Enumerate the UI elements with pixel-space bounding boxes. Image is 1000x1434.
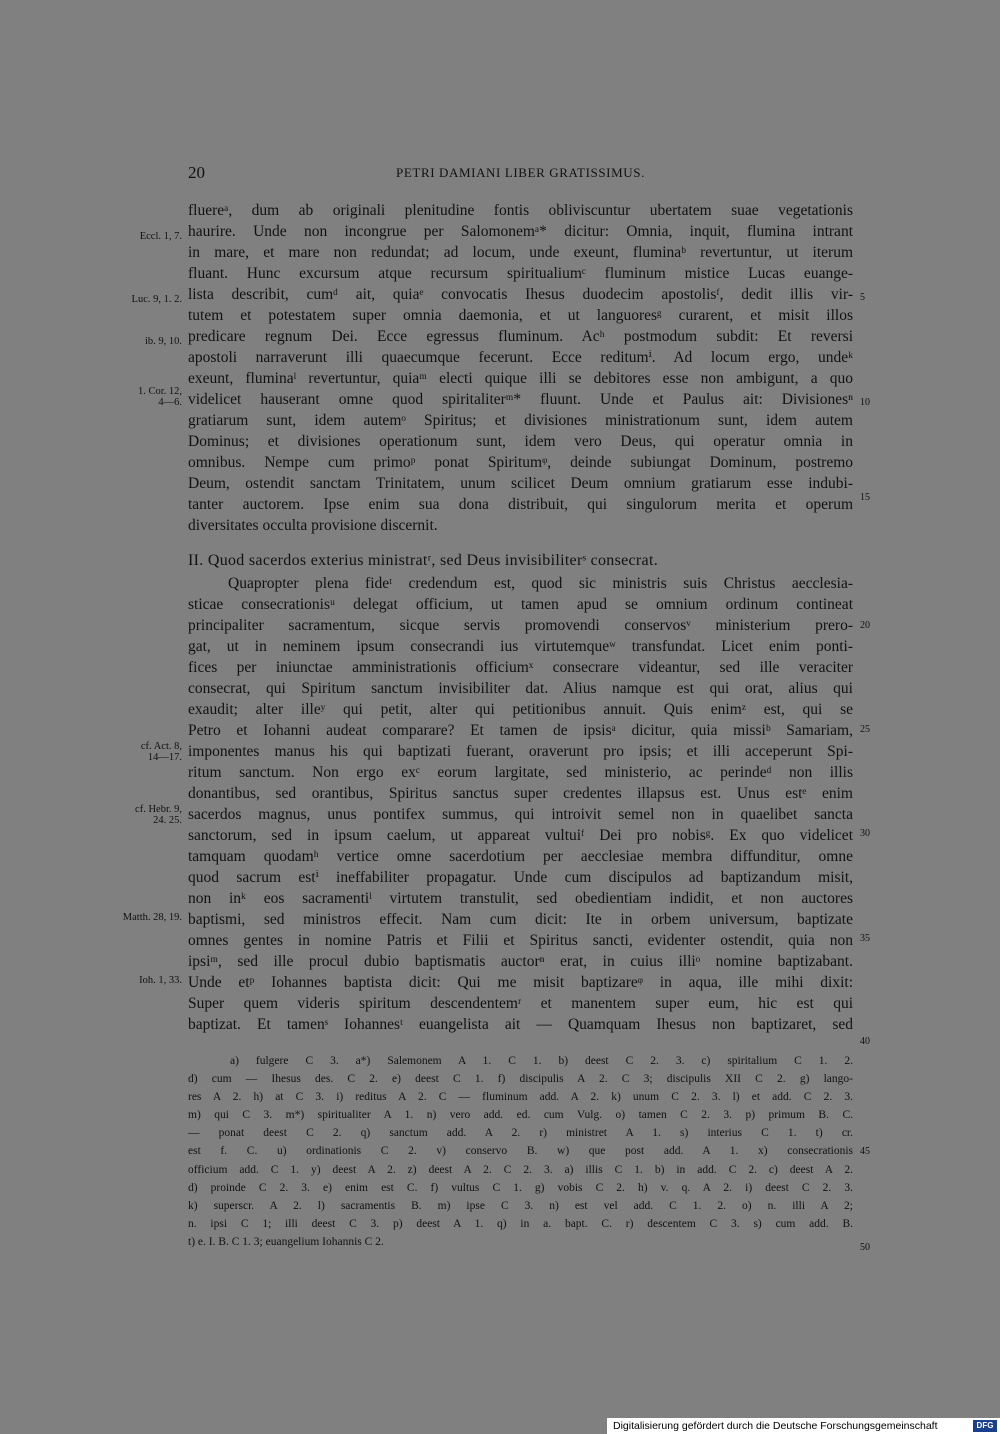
margin-ref: Ioh. 1, 33. <box>139 975 182 986</box>
text-line: fluant. Hunc excursum atque recursum spiritualiumᶜ fluminum mistice Lucas euange- <box>188 265 853 282</box>
text-line: tutem et potestatem super omnia daemonia, et ut languoresᵍ curarent, et misit illos <box>188 307 853 324</box>
margin-ref: Eccl. 1, 7. <box>139 231 182 242</box>
footnote-line: a) fulgere C 3. a*) Salemonem A 1. C 1. b) deest C 2. 3. c) spiritalium C 1. 2. <box>230 1055 853 1067</box>
line-number: 30 <box>860 828 870 839</box>
text-line: omnibus. Nempe cum primoᵖ ponat Spiritumᵠ, deinde subiungat Dominum, postremo <box>188 454 853 471</box>
text-line: lista describit, cumᵈ ait, quiaᵉ convocatis Ihesus duodecim apostolisᶠ, dedit illis vir- <box>188 286 853 303</box>
text-line: apostoli narraverunt illi quaecumque fecerunt. Ecce reditumⁱ. Ad locum ergo, undeᵏ <box>188 349 853 366</box>
text-line: Unde etᵖ Iohannes baptista dicit: Qui me misit baptizareᵠ in aqua, ille mihi dixit: <box>188 974 853 991</box>
text-line: in mare, et mare non redundat; ad locum, unde exeunt, fluminaᵇ revertuntur, ut iterum <box>188 244 853 261</box>
text-line: tanter auctorem. Ipse enim sua dona distribuit, qui singulorum merita et operum <box>188 496 853 513</box>
text-line: sticae consecrationisᵘ delegat officium, ut tamen apud se omnium ordinum contineat <box>188 596 853 613</box>
line-number: 10 <box>860 397 870 408</box>
footnote-line: m) qui C 3. m*) spiritualiter A 1. n) vero add. ed. cum Vulg. o) tamen C 2. 3. p) primum B. C. <box>188 1109 853 1122</box>
text-line: omnes gentes in nomine Patris et Filii et Spiritus sancti, evidenter ostendit, quia non <box>188 932 853 949</box>
text-line: exeunt, fluminaˡ revertuntur, quiaᵐ electi quique illi se debitores esse non ambigunt, a quo <box>188 370 853 387</box>
text-line: ipsiᵐ, sed ille procul dubio baptismatis auctorⁿ erat, in cuius illiᵒ nomine baptizabant. <box>188 953 853 970</box>
text-line: baptizat. Et tamenˢ Iohannesᵗ euangelista ait — Quamquam Ihesus non baptizaret, sed <box>188 1016 853 1033</box>
text-line: Dominus; et divisiones operationum sunt, idem vero Deus, qui operatur omnia in <box>188 433 853 450</box>
margin-ref: Matth. 28, 19. <box>122 912 182 923</box>
funding-footer <box>607 1418 1000 1434</box>
line-number: 25 <box>860 724 870 735</box>
footnote-line: t) e. I. B. C 1. 3; euangelium Iohannis C 2. <box>188 1235 384 1248</box>
margin-ref: cf. Hebr. 9, <box>135 804 182 815</box>
text-line: fices per iniunctae amministrationis officiumˣ consecrare videantur, sed ille veraciter <box>188 659 853 676</box>
dfg-logo: DFG <box>973 1420 997 1432</box>
page-number: 20 <box>188 163 205 182</box>
footnote-line: d) proinde C 2. 3. e) enim est C. f) vultus C 1. g) vobis C 2. h) v. q. A 2. i) deest C 2. 3. <box>188 1181 853 1194</box>
running-header <box>188 163 853 183</box>
text-line: sacerdos magnus, unus pontifex summus, qui introivit semel non in quaelibet sancta <box>188 806 853 823</box>
text-line: gratiarum sunt, idem autemᵒ Spiritus; et divisiones ministrationum sunt, idem autem <box>188 412 853 429</box>
text-line: gat, ut in neminem ipsum consecrandi ius virtutemqueʷ transfundat. Licet enim ponti- <box>188 638 853 655</box>
text-line: videlicet hauserant omne quod spiritaliterᵐ* fluunt. Unde et Paulus ait: Divisionesⁿ <box>188 391 853 408</box>
line-number: 35 <box>860 933 870 944</box>
margin-ref: cf. Act. 8, <box>140 741 182 752</box>
running-title: PETRI DAMIANI LIBER GRATISSIMUS. <box>396 165 645 180</box>
text-line: imponentes manus his qui baptizati fuerant, oraverunt pro ipsis; et illi acceperunt Spi- <box>188 743 853 760</box>
margin-ref: 4—6. <box>158 397 182 408</box>
funding-text: Digitalisierung gefördert durch die Deutsche Forschungsgemeinschaft <box>613 1420 938 1432</box>
text-line: exaudit; alter illeʸ qui petit, alter qui petitionibus annuit. Quis enimᶻ est, qui se <box>188 701 853 718</box>
text-line: tamquam quodamʰ vertice omne sacerdotium per aecclesiae membra diffunditur, omne <box>188 848 853 865</box>
line-number: 15 <box>860 492 870 503</box>
footnotes <box>188 1052 853 1251</box>
margin-ref: ib. 9, 10. <box>144 336 182 347</box>
text-line: sanctorum, sed in ipsum caelum, ut appareat vultuiᶠ Dei pro nobisᵍ. Ex quo videlicet <box>188 827 853 844</box>
section-paragraph <box>188 573 853 1035</box>
line-number: 20 <box>860 620 870 631</box>
footnote-line: — ponat deest C 2. q) sanctum add. A 2. r) ministret A 1. s) interius C 1. t) cr. <box>188 1127 853 1140</box>
text-line: Deum, ostendit sanctam Trinitatem, unum scilicet Deum omnium gratiarum esse indubi- <box>188 475 853 492</box>
text-line: diversitates occulta provisione discernit. <box>188 517 438 534</box>
text-line: principaliter sacramentum, sicque servis promovendi conservosᵛ ministerium prero- <box>188 617 853 634</box>
text-line: baptismi, sed ministros effecit. Nam cum dicit: Ite in orbem universum, baptizate <box>188 911 853 928</box>
text-line: quod sacrum estⁱ ineffabiliter propagatur. Unde cum discipulos ad baptizandum misit, <box>188 869 853 886</box>
line-number: 45 <box>860 1146 870 1157</box>
text-line: Super quem videris spiritum descendentemʳ et manentem super eum, hic est qui <box>188 995 853 1012</box>
main-paragraph <box>188 200 853 536</box>
footnote-line: res A 2. h) at C 3. i) reditus A 2. C — fluminum add. A 2. k) unum C 2. 3. l) et add. C 2. 3. <box>188 1091 853 1104</box>
text-line: consecrat, qui Spiritum sanctum invisibiliter dat. Alius namque est qui orat, alius qui <box>188 680 853 697</box>
text-line: Quapropter plena fideᵗ credendum est, quod sic ministris suis Christus aecclesia- <box>228 575 853 592</box>
margin-ref: 24. 25. <box>153 815 182 826</box>
text-line: non inᵏ eos sacramentiˡ virtutem transtulit, sed obedientiam indidit, et non auctores <box>188 890 853 907</box>
footnote-line: officium add. C 1. y) deest A 2. z) deest A 2. C 2. 3. a) illis C 1. b) in add. C 2. c) deest A 2. <box>188 1163 853 1176</box>
line-number: 5 <box>860 292 865 303</box>
margin-ref: 14—17. <box>147 752 182 763</box>
footnote-line: d) cum — Ihesus des. C 2. e) deest C 1. f) discipulis A 2. C 3; discipulis XII C 2. g) lango- <box>188 1073 853 1086</box>
footnote-line: n. ipsi C 1; illi deest C 3. p) deest A 1. q) in a. bapt. C. r) descentem C 3. s) cum add. B. <box>188 1217 853 1230</box>
margin-ref: Luc. 9, 1. 2. <box>131 294 182 305</box>
margin-ref: 1. Cor. 12, <box>137 386 182 397</box>
text-line: fluereᵃ, dum ab originali plenitudine fontis obliviscuntur ubertatem suae vegetationis <box>188 202 853 219</box>
text-line: predicare regnum Dei. Ecce egressus fluminum. Acʰ postmodum subdit: Et reversi <box>188 328 853 345</box>
text-line: haurire. Unde non incongrue per Salomonemᵃ* dicitur: Omnia, inquit, flumina intrant <box>188 223 853 240</box>
footnote-line: est f. C. u) ordinationis C 2. v) conservo B. w) que post add. A 1. x) consecrationis <box>188 1145 853 1158</box>
footnote-line: k) superscr. A 2. l) sacramentis B. m) ipse C 3. n) est vel add. C 1. 2. o) n. illi A 2; <box>188 1199 853 1212</box>
text-line: donantibus, sed orantibus, Spiritus sanctus super credentes illapsus est. Unus estᵉ enim <box>188 785 853 802</box>
line-number: 50 <box>860 1242 870 1253</box>
text-line: Petro et Iohanni audeat comparare? Et tamen de ipsisᵃ dicitur, quia missiᵇ Samariam, <box>188 722 853 739</box>
section-heading-block <box>188 550 853 571</box>
section-heading: II. Quod sacerdos exterius ministratʳ, sed Deus invisibiliterˢ consecrat. <box>188 552 658 569</box>
line-number: 40 <box>860 1036 870 1047</box>
text-line: ritum sanctum. Non ergo exᶜ eorum largitate, sed ministerio, ac perindeᵈ non illis <box>188 764 853 781</box>
